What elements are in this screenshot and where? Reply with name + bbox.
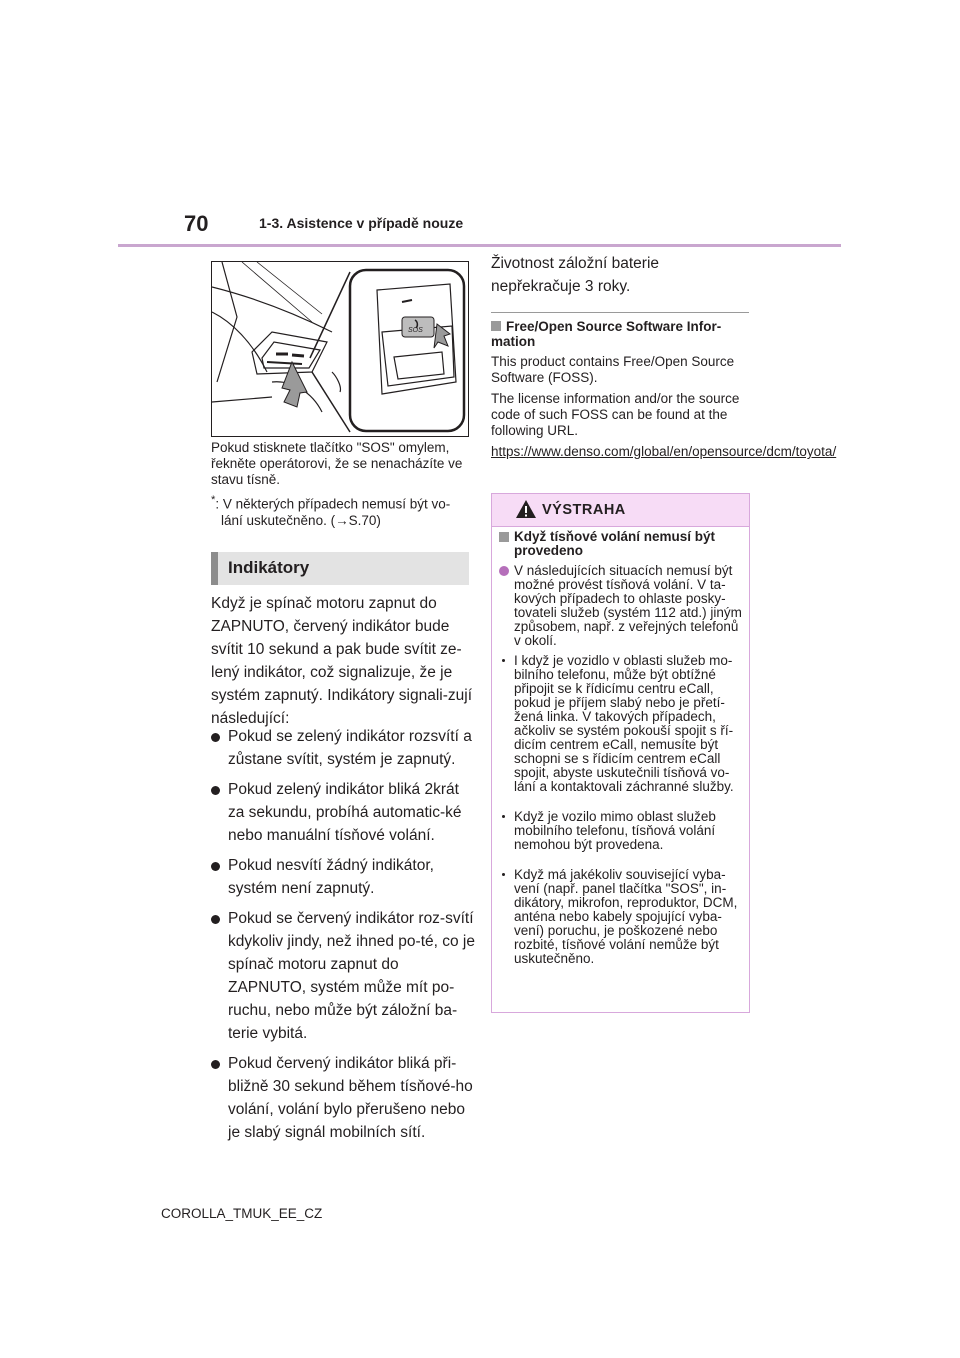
warning-lead: V následujících situacích nemusí být možné provést tísňová volání. V ta-kových případech to ohlaste posky-tovateli služeb (systém 112 atd.) jiným způsobem, např. z veřejných telefonů v okolí. [499, 564, 745, 648]
figure-caption: Pokud stisknete tlačítko "SOS" omylem, řekněte operátorovi, že se nenacházíte ve stavu tísně. [211, 440, 463, 487]
warning-content [499, 530, 745, 966]
list-item: Pokud zelený indikátor bliká 2krát za sekundu, probíhá automatic-ké nebo manuální tísňové volání. [211, 778, 477, 847]
document-footer: COROLLA_TMUK_EE_CZ [161, 1206, 323, 1221]
list-item: Pokud se červený indikátor roz-svítí kdykoliv jindy, než ihned po-té, co je spínač motoru zapnut do ZAPNUTO, systém může mít po-ruchu, nebo může být záložní ba-terie vybitá. [211, 907, 477, 1045]
list-item: Když je vozilo mimo oblast služeb mobilního telefonu, tísňová volání nemohou být provedena. [499, 810, 745, 852]
warning-label: VÝSTRAHA [542, 502, 626, 518]
footnote-line-2: lání uskutečněno. (→S.70) [221, 512, 381, 528]
bullet-dot [211, 862, 220, 871]
footnote-line-1: : V některých případech nemusí být vo- [215, 496, 451, 512]
indicators-intro: Když je spínač motoru zapnut do ZAPNUTO, červený indikátor bude svítit 10 sekund a pak bude svítit ze-lený indikátor, což signalizuje, že je systém zapnutý. Indikátory signali-zují následující: [211, 595, 473, 727]
sos-button-illustration [211, 261, 469, 437]
foss-heading [491, 319, 749, 349]
indicators-list [211, 725, 477, 1151]
sos-label: SOS [408, 327, 423, 334]
purple-bullet-icon [499, 566, 509, 576]
warning-title: Když tísňové volání nemusí být provedeno [499, 530, 745, 558]
small-bullet-dot [502, 659, 505, 662]
warning-triangle-icon [515, 499, 537, 519]
footnote-mark: * [211, 494, 216, 506]
small-bullet-dot [502, 815, 505, 818]
foss-text-2: The license information and/or the source code of such FOSS can be found at the following URL. [491, 391, 740, 438]
indicators-heading [211, 552, 469, 585]
bullet-dot [211, 915, 220, 924]
list-item: Když má jakékoliv související vyba-vení (např. panel tlačítka "SOS", in-dikátory, mikrofon, reproduktor, DCM, anténa nebo kabely spojující vyba-vení) poruchu, je poškozené nebo rozbité, tísňové volání nemůže být uskutečněno. [499, 868, 745, 966]
page-number: 70 [184, 211, 209, 236]
indicators-heading-text: Indikátory [228, 558, 310, 577]
battery-life-text: Životnost záložní baterie nepřekračuje 3 roky. [491, 255, 660, 295]
list-item: I když je vozidlo v oblasti služeb mo-bilního telefonu, může být obtížné připojit se k řídicímu centru eCall, pokud je příjem slabý nebo je přetí-žená linka. V takových případech, ačkoliv se systém pokouší spojit s ří-dicím centrem eCall, nemusíte být schopni se s řídicím centrem eCall spojit, abyste uskutečnili tísňová vo-lání a kontaktovali záchranné služby. [499, 654, 745, 794]
warning-header [492, 494, 749, 527]
section-divider [491, 312, 749, 313]
header-divider [118, 244, 841, 247]
warning-box [491, 493, 750, 1013]
bullet-dot [211, 1060, 220, 1069]
list-item: Pokud se zelený indikátor rozsvítí a zůstane svítit, systém je zapnutý. [211, 725, 477, 771]
foss-text-1: This product contains Free/Open Source Software (FOSS). [491, 354, 735, 385]
square-bullet-icon [499, 532, 509, 542]
bullet-dot [211, 786, 220, 795]
footnote [211, 492, 473, 529]
foss-heading-text: Free/Open Source Software Infor-mation [491, 319, 722, 349]
section-title: 1-3. Asistence v případě nouze [259, 215, 464, 231]
list-item: Pokud červený indikátor bliká při-bližně 30 sekund během tísňové-ho volání, volání bylo přerušeno nebo je slabý signál mobilních sítí. [211, 1052, 477, 1144]
square-bullet-icon [491, 321, 501, 331]
foss-link[interactable]: https://www.denso.com/global/en/opensource/dcm/toyota/ [491, 444, 837, 459]
bullet-dot [211, 733, 220, 742]
small-bullet-dot [502, 873, 505, 876]
list-item: Pokud nesvítí žádný indikátor, systém není zapnutý. [211, 854, 477, 900]
